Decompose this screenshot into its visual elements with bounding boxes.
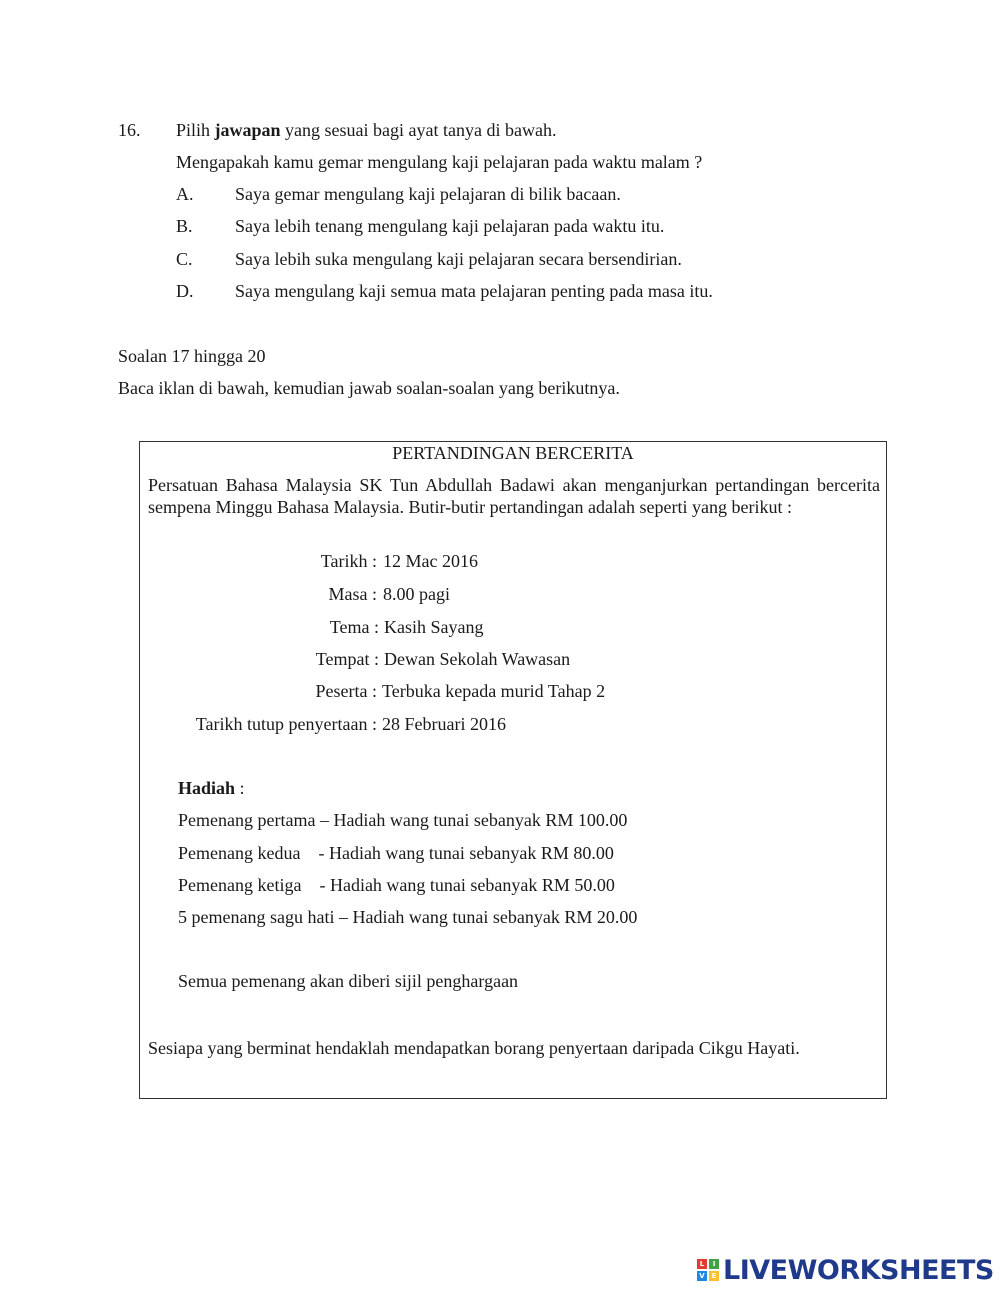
question-text: Mengapakah kamu gemar mengulang kaji pelajaran pada waktu malam ?	[176, 152, 703, 172]
logo-text: LIVEWORKSHEETS	[723, 1254, 994, 1286]
detail-value-tarikh: 12 Mac 2016	[383, 551, 478, 571]
prize-item: Pemenang ketiga - Hadiah wang tunai sebanyak RM 50.00	[178, 875, 615, 895]
ad-title: PERTANDINGAN BERCERITA	[392, 443, 634, 463]
prize-item: Pemenang pertama – Hadiah wang tunai sebanyak RM 100.00	[178, 810, 628, 830]
detail-label-tema: Tema :	[329, 617, 379, 637]
advertisement-box	[139, 441, 887, 1099]
closing-note: Sesiapa yang berminat hendaklah mendapatkan borang penyertaan daripada Cikgu Hayati.	[148, 1038, 800, 1058]
option-letter-d: D.	[176, 281, 194, 301]
detail-label-tempat: Tempat :	[315, 649, 379, 669]
prize-item: 5 pemenang sagu hati – Hadiah wang tunai sebanyak RM 20.00	[178, 907, 638, 927]
section-heading: Soalan 17 hingga 20	[118, 346, 266, 366]
logo-letter: E	[709, 1271, 719, 1281]
option-text-c: Saya lebih suka mengulang kaji pelajaran secara bersendirian.	[235, 249, 682, 269]
logo-mark-icon	[697, 1259, 719, 1281]
question-number: 16.	[118, 120, 141, 140]
detail-value-tarikh-tutup: 28 Februari 2016	[382, 714, 506, 734]
option-text-a: Saya gemar mengulang kaji pelajaran di bilik bacaan.	[235, 184, 621, 204]
option-letter-b: B.	[176, 216, 193, 236]
liveworksheets-logo	[697, 1255, 994, 1285]
logo-letter: I	[709, 1259, 719, 1269]
prize-heading: Hadiah :	[178, 778, 245, 798]
prompt-pre: Pilih	[176, 120, 215, 140]
detail-label-tarikh: Tarikh :	[320, 551, 377, 571]
certificate-note: Semua pemenang akan diberi sijil penghargaan	[178, 971, 519, 991]
detail-label-tarikh-tutup: Tarikh tutup penyertaan :	[195, 714, 377, 734]
option-letter-a: A.	[176, 184, 194, 204]
section-instruction: Baca iklan di bawah, kemudian jawab soalan-soalan yang berikutnya.	[118, 378, 620, 398]
detail-label-masa: Masa :	[328, 584, 377, 604]
detail-value-peserta: Terbuka kepada murid Tahap 2	[382, 681, 606, 701]
logo-letter: V	[697, 1271, 707, 1281]
option-letter-c: C.	[176, 249, 193, 269]
detail-value-tema: Kasih Sayang	[384, 617, 484, 637]
logo-letter: L	[697, 1259, 707, 1269]
option-text-b: Saya lebih tenang mengulang kaji pelajaran pada waktu itu.	[235, 216, 665, 236]
question-prompt	[176, 119, 556, 141]
detail-value-masa: 8.00 pagi	[383, 584, 450, 604]
prompt-bold: jawapan	[214, 120, 281, 140]
detail-value-tempat: Dewan Sekolah Wawasan	[384, 649, 571, 669]
ad-intro: Persatuan Bahasa Malaysia SK Tun Abdullah Badawi akan menganjurkan pertandingan bercerita sempena Minggu Bahasa Malaysia. Butir-butir pertandingan adalah seperti yang berikut :	[148, 475, 880, 517]
detail-label-peserta: Peserta :	[315, 681, 377, 701]
prompt-post: yang sesuai bagi ayat tanya di bawah.	[280, 120, 557, 140]
prize-item: Pemenang kedua - Hadiah wang tunai sebanyak RM 80.00	[178, 843, 614, 863]
option-text-d: Saya mengulang kaji semua mata pelajaran penting pada masa itu.	[235, 281, 713, 301]
